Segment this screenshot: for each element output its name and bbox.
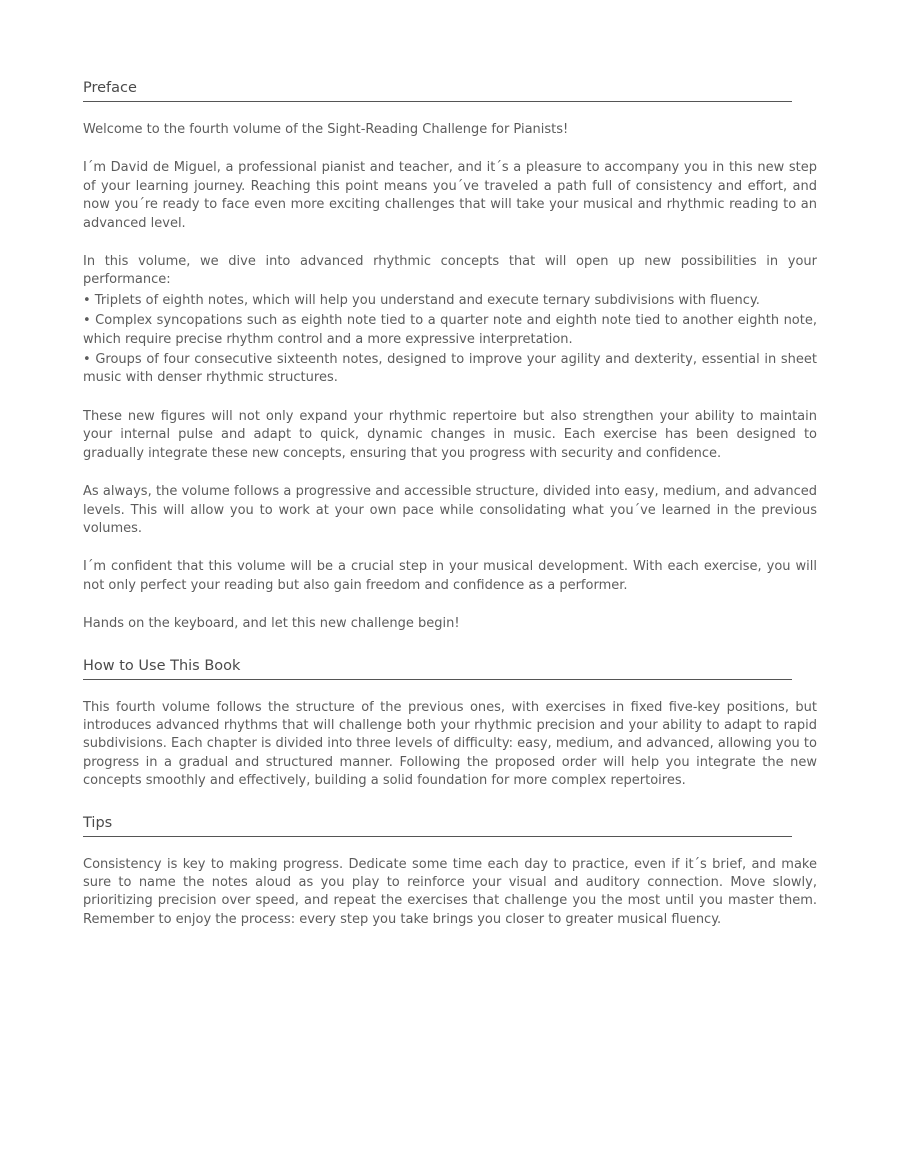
concept-bullet-triplets: • Triplets of eighth notes, which will help you understand and execute ternary subdivisions with fluency.: [83, 292, 760, 308]
preface-confident-paragraph: I´m confident that this volume will be a crucial step in your musical development. With each exercise, you will not only perfect your reading but also gain freedom and confidence as a performer.: [83, 559, 817, 593]
how-to-use-paragraph: This fourth volume follows the structure of the previous ones, with exercises in fixed five-key positions, but introduces advanced rhythms that will challenge both your rhythmic precision and your ability to adapt to rapid subdivisions. Each chapter is divided into three levels of difficulty: easy, medium, and advanced, allowing you to progress in a gradual and structured manner. Following the proposed order will help you integrate the new concepts smoothly and effectively, building a solid foundation for more complex repertoires.: [83, 699, 817, 789]
preface-intro-paragraph: I´m David de Miguel, a professional pianist and teacher, and it´s a pleasure to accompany you in this new step of your learning journey. Reaching this point means you´ve traveled a path full of consistency and effort, and now you´re ready to face even more exciting challenges that will take your musical and rhythmic reading to an advanced level.: [83, 160, 817, 231]
preface-heading: Preface: [83, 78, 792, 102]
concept-bullet-sixteenths: • Groups of four consecutive sixteenth notes, designed to improve your agility and dexterity, essential in sheet music with denser rhythmic structures.: [83, 352, 817, 386]
preface-concepts-intro: In this volume, we dive into advanced rhythmic concepts that will open up new possibilities in your performance:: [83, 254, 817, 288]
how-to-use-heading: How to Use This Book: [83, 656, 792, 680]
preface-structure-paragraph: As always, the volume follows a progressive and accessible structure, divided into easy, medium, and advanced levels. This will allow you to work at your own pace while consolidating what you´ve learned in the previous volumes.: [83, 484, 817, 536]
preface-closing-paragraph: Hands on the keyboard, and let this new challenge begin!: [83, 616, 460, 632]
concept-bullet-syncopations: • Complex syncopations such as eighth note tied to a quarter note and eighth note tied to another eighth note, which require precise rhythm control and a more expressive interpretation.: [83, 313, 817, 347]
preface-welcome-paragraph: Welcome to the fourth volume of the Sight-Reading Challenge for Pianists!: [83, 122, 569, 137]
document-page: [83, 78, 817, 929]
tips-paragraph: Consistency is key to making progress. Dedicate some time each day to practice, even if it´s brief, and make sure to name the notes aloud as you play to reinforce your visual and auditory connection. Move slowly, prioritizing precision over speed, and repeat the exercises that challenge you the most until you master them. Remember to enjoy the process: every step you take brings you closer to greater musical fluency.: [83, 856, 817, 927]
preface-figures-paragraph: These new figures will not only expand your rhythmic repertoire but also strengthen your ability to maintain your internal pulse and adapt to quick, dynamic changes in music. Each exercise has been designed to gradually integrate these new concepts, ensuring that you progress with security and confidence.: [83, 408, 817, 461]
tips-heading: Tips: [83, 813, 792, 837]
